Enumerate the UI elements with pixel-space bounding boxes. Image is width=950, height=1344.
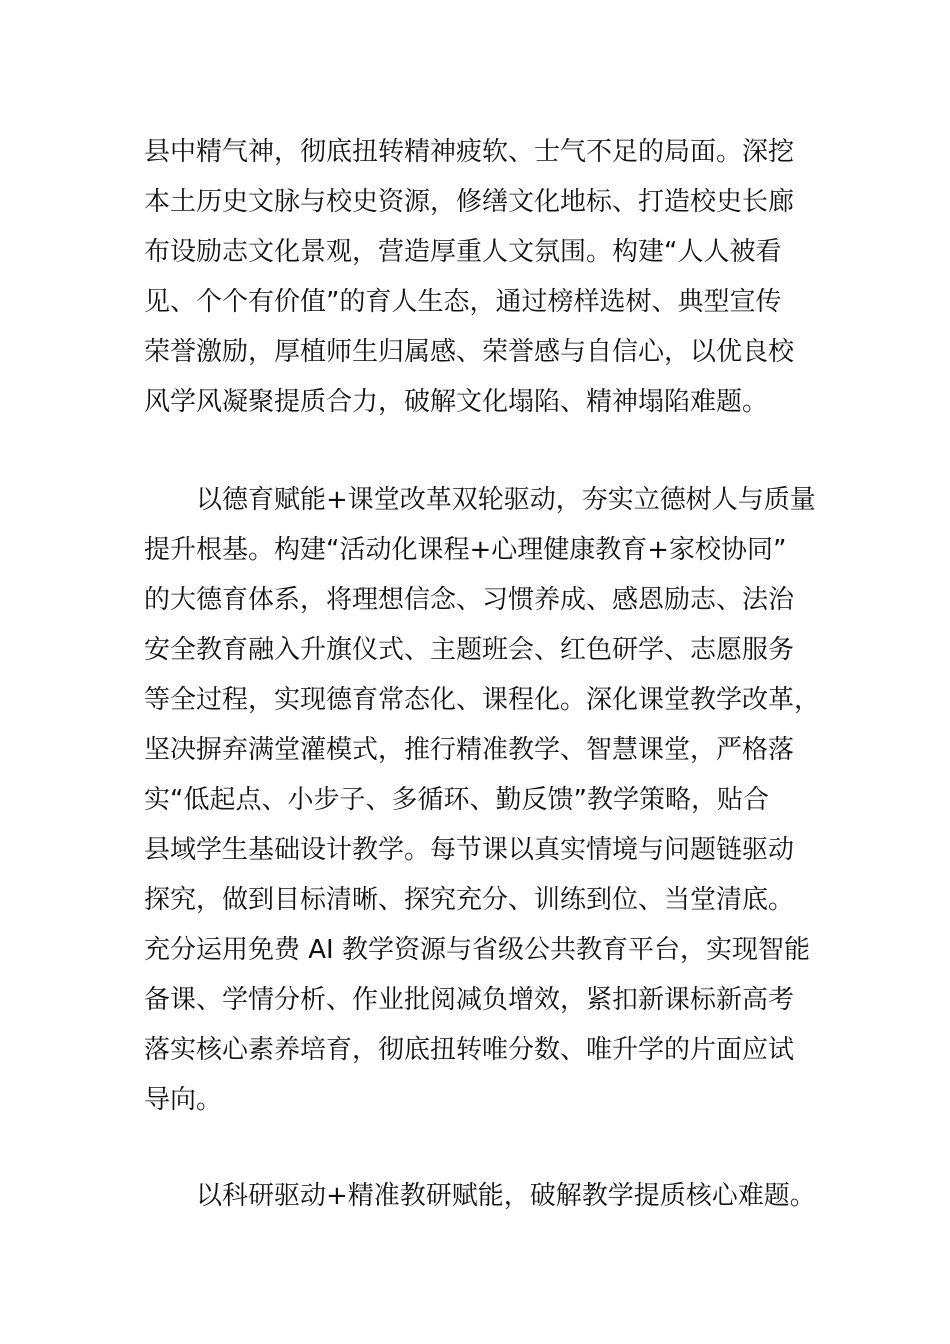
- text-line: 县域学生基础设计教学。每节课以真实情境与问题链驱动: [144, 835, 795, 865]
- text-line: 提升根基。构建“活动化课程+心理健康教育+家校协同”: [144, 535, 787, 565]
- text-line: 落实核心素养培育，彻底扭转唯分数、唯升学的片面应试: [144, 1035, 795, 1065]
- text-line: 等全过程，实现德育常态化、课程化。深化课堂教学改革，: [144, 685, 821, 715]
- text-line: 荣誉激励，厚植师生归属感、荣誉感与自信心，以优良校: [144, 337, 795, 367]
- text-line: 的大德育体系，将理想信念、习惯养成、感恩励志、法治: [144, 585, 795, 615]
- text-line: 充分运用免费 AI 教学资源与省级公共教育平台，实现智能: [144, 935, 810, 965]
- text-line: 实“低起点、小步子、多循环、勤反馈”教学策略，贴合: [144, 785, 769, 815]
- text-line: 导向。: [144, 1085, 223, 1115]
- paragraph-moral-education: [144, 475, 844, 1125]
- text-line: 安全教育融入升旗仪式、主题班会、红色研学、志愿服务: [144, 635, 795, 665]
- text-line: 探究，做到目标清晰、探究充分、训练到位、当堂清底。: [144, 885, 795, 915]
- text-line: 以科研驱动+精准教研赋能，破解教学提质核心难题。: [196, 1181, 816, 1211]
- text-line: 以德育赋能+课堂改革双轮驱动，夯实立德树人与质量: [196, 485, 816, 515]
- paragraph-research: [144, 1171, 844, 1221]
- text-line: 本土历史文脉与校史资源，修缮文化地标、打造校史长廊: [144, 187, 795, 217]
- text-line: 县中精气神，彻底扭转精神疲软、士气不足的局面。深挖: [144, 137, 795, 167]
- text-line: 见、个个有价值”的育人生态，通过榜样选树、典型宣传: [144, 287, 782, 317]
- text-line: 备课、学情分析、作业批阅减负增效，紧扣新课标新高考: [144, 985, 795, 1015]
- paragraph-culture: [144, 127, 844, 427]
- text-line: 布设励志文化景观，营造厚重人文氛围。构建“人人被看: [144, 237, 782, 267]
- text-line: 风学风凝聚提质合力，破解文化塌陷、精神塌陷难题。: [144, 387, 769, 417]
- text-line: 坚决摒弃满堂灌模式，推行精准教学、智慧课堂，严格落: [144, 735, 795, 765]
